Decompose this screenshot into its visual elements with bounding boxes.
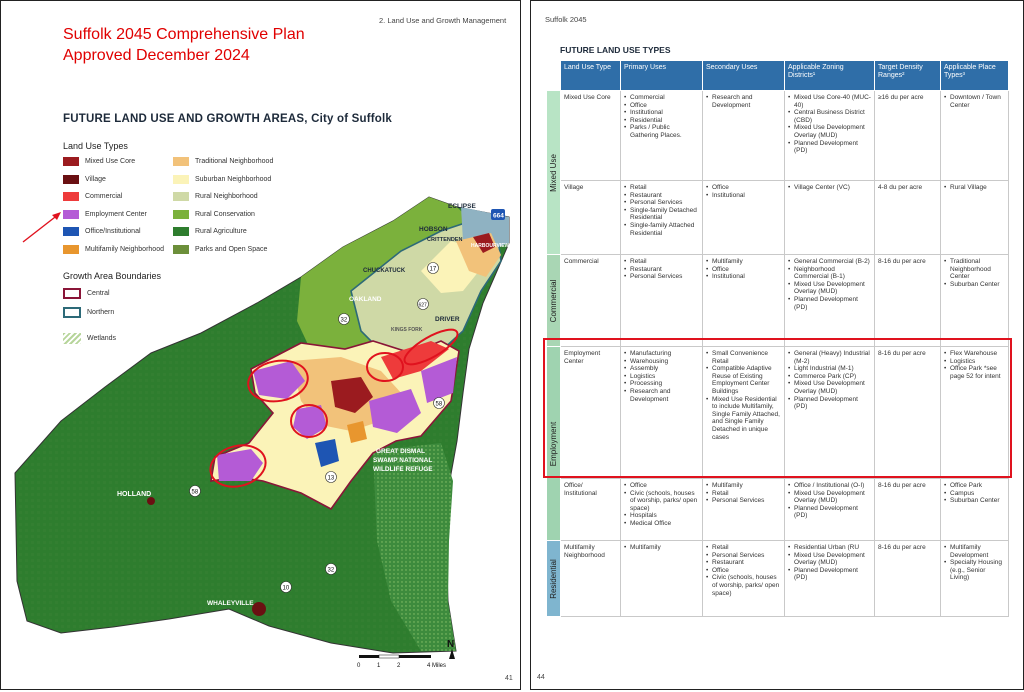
- bullet-item: • Multifamily Development: [950, 544, 1005, 559]
- bullet-item: • Medical Office: [630, 520, 699, 528]
- bullet-item: • General Commercial (B-2): [794, 258, 871, 266]
- scale-1: 1: [377, 663, 381, 669]
- whaleyville-village: [252, 602, 266, 616]
- bullet-list: [706, 184, 781, 199]
- cell-type: Office/ Institutional: [561, 479, 621, 541]
- bullet-list: [944, 184, 1005, 192]
- northern-label: Northern: [87, 309, 115, 316]
- route-17-label: 17: [429, 266, 437, 273]
- bullet-item: • Restaurant: [712, 559, 781, 567]
- cell-type: Mixed Use Core: [561, 91, 621, 181]
- bullet-list: [944, 94, 1005, 109]
- legend-label: Commercial: [85, 193, 123, 200]
- bullet-item: • Retail: [630, 258, 699, 266]
- legend-label: Traditional Neighborhood: [195, 158, 274, 165]
- bullet-item: • Residential Urban (RU: [794, 544, 871, 552]
- right-page-number: 44: [537, 674, 545, 681]
- cell-place: [941, 91, 1009, 181]
- band-commercial: [547, 255, 561, 347]
- col-header-type: Land Use Type: [561, 61, 621, 91]
- legend-item-mixed-use-core: [63, 157, 135, 166]
- north-arrow-label: N: [447, 639, 455, 650]
- cell-density: 8-16 du per acre: [875, 347, 941, 479]
- annotation-line-1: Suffolk 2045 Comprehensive Plan: [63, 26, 305, 43]
- cell-place: [941, 181, 1009, 255]
- cell-primary: [621, 255, 703, 347]
- central-label: Central: [87, 290, 110, 297]
- bullet-item: • Civic (schools, houses of worship, parks/ open space): [712, 574, 781, 597]
- legend-heading: Land Use Types: [63, 141, 128, 151]
- label-harbourview: HARBOURVIEW: [471, 243, 510, 249]
- cell-secondary: [703, 541, 785, 617]
- bullet-item: • Manufacturing: [630, 350, 699, 358]
- label-driver: DRIVER: [435, 316, 460, 323]
- bullet-item: • Processing: [630, 380, 699, 388]
- legend-label: Rural Agriculture: [195, 228, 247, 235]
- bullet-item: • Office Park: [950, 482, 1005, 490]
- document-header: Suffolk 2045: [545, 15, 587, 24]
- bullet-item: • Downtown / Town Center: [950, 94, 1005, 109]
- bullet-item: • Multifamily: [712, 258, 781, 266]
- legend-label: Village: [85, 175, 106, 183]
- bullet-list: [944, 482, 1005, 505]
- cell-density: 8-16 du per acre: [875, 541, 941, 617]
- cell-place: [941, 255, 1009, 347]
- bullet-item: • Multifamily: [712, 482, 781, 490]
- bullet-item: • Retail: [712, 490, 781, 498]
- bullet-item: • Single-family Attached Residential: [630, 222, 699, 237]
- bullet-item: • Planned Development (PD): [794, 140, 871, 155]
- legend-label: Rural Conservation: [195, 210, 255, 218]
- bullet-item: • Research and Development: [712, 94, 781, 109]
- chapter-header: 2. Land Use and Growth Management: [379, 16, 507, 25]
- bullet-item: • Multifamily: [630, 544, 699, 552]
- route-10-label: 10: [282, 585, 290, 592]
- cell-secondary: [703, 479, 785, 541]
- cell-primary: [621, 91, 703, 181]
- employment-highlight-box: [543, 338, 1012, 478]
- bullet-item: • Hospitals: [630, 512, 699, 520]
- bullet-item: • Institutional: [630, 109, 699, 117]
- cell-place: [941, 541, 1009, 617]
- bullet-item: • Commerce Park (CP): [794, 373, 871, 381]
- bullet-item: • Light Industrial (M-1): [794, 365, 871, 373]
- bullet-list: [624, 184, 699, 237]
- bullet-item: • Personal Services: [712, 552, 781, 560]
- bullet-item: • Flex Warehouse: [950, 350, 1005, 358]
- cell-zoning: [785, 181, 875, 255]
- bullet-item: • Personal Services: [630, 273, 699, 281]
- bullet-item: • Retail: [712, 544, 781, 552]
- cell-primary: [621, 479, 703, 541]
- table-row-commercial: [547, 255, 1009, 347]
- cell-zoning: [785, 479, 875, 541]
- cell-place: [941, 479, 1009, 541]
- bullet-list: [788, 94, 871, 155]
- bullet-item: • Traditional Neighborhood Center: [950, 258, 1005, 281]
- bullet-item: • Commercial: [630, 94, 699, 102]
- label-hobson: HOBSON: [419, 226, 448, 233]
- col-header-density: Target Density Ranges²: [875, 61, 941, 91]
- bullet-item: • Suburban Center: [950, 497, 1005, 505]
- label-holland: HOLLAND: [117, 491, 152, 498]
- left-page-number: 41: [505, 675, 513, 682]
- scale-4: 4 Miles: [427, 663, 447, 669]
- bullet-item: • Office: [712, 567, 781, 575]
- bullet-item: • Logistics: [950, 358, 1005, 366]
- bullet-list: [706, 482, 781, 505]
- band-header-spacer: [547, 61, 561, 91]
- bullet-item: • Personal Services: [630, 199, 699, 207]
- cell-zoning: [785, 255, 875, 347]
- cell-zoning: [785, 91, 875, 181]
- wetlands-label: Wetlands: [87, 335, 117, 342]
- col-header-primary: Primary Uses: [621, 61, 703, 91]
- cell-type: Village: [561, 181, 621, 255]
- cell-zoning: [785, 541, 875, 617]
- bullet-item: • Mixed Use Residential to include Multifamily, Single Family Attached, and Single Family Detached in unique cases: [712, 396, 781, 442]
- col-header-zoning: Applicable Zoning Districts¹: [785, 61, 875, 91]
- growth-heading: Growth Area Boundaries: [63, 271, 162, 281]
- bullet-item: • Suburban Center: [950, 281, 1005, 289]
- route-664-label: 664: [493, 212, 504, 220]
- legend-label: Parks and Open Space: [195, 245, 268, 253]
- bullet-item: • Restaurant: [630, 192, 699, 200]
- bullet-item: • Mixed Use Development Overlay (MUD): [794, 124, 871, 139]
- bullet-item: • Mixed Use Development Overlay (MUD): [794, 281, 871, 296]
- bullet-item: • Planned Development (PD): [794, 296, 871, 311]
- bullet-item: • Campus: [950, 490, 1005, 498]
- bullet-item: • Warehousing: [630, 358, 699, 366]
- label-swamp-2: SWAMP NATIONAL: [373, 457, 433, 464]
- table-row-multifamily: [547, 541, 1009, 617]
- band-residential-label: Residential: [548, 558, 558, 599]
- bullet-item: • Office Park *see page 52 for intent: [950, 365, 1005, 380]
- bullet-item: • Office: [712, 266, 781, 274]
- bullet-item: • Office: [630, 102, 699, 110]
- bullet-item: • Residential: [630, 117, 699, 125]
- legend-label: Multifamily Neighborhood: [85, 245, 164, 253]
- bullet-item: • Single-family Detached Residential: [630, 207, 699, 222]
- cell-secondary: [703, 181, 785, 255]
- band-mixed-use-label: Mixed Use: [548, 153, 558, 192]
- bullet-item: • Village Center (VC): [794, 184, 871, 192]
- bullet-item: • Mixed Use Development Overlay (MUD): [794, 552, 871, 567]
- bullet-item: • Small Convenience Retail: [712, 350, 781, 365]
- table-header-row: [547, 61, 1009, 91]
- bullet-item: • Office: [712, 184, 781, 192]
- label-chuckatuck: CHUCKATUCK: [363, 268, 406, 274]
- bullet-item: • Assembly: [630, 365, 699, 373]
- scale-bar: [357, 655, 446, 669]
- legend-label: Rural Neighborhood: [195, 193, 258, 200]
- legend-swatch: [173, 157, 189, 166]
- legend-label: Employment Center: [85, 210, 147, 218]
- bullet-item: • Compatible Adaptive Reuse of Existing Employment Center Buildings: [712, 365, 781, 395]
- bullet-item: • General (Heavy) Industrial (M-2): [794, 350, 871, 365]
- cell-density: 8-16 du per acre: [875, 479, 941, 541]
- label-swamp-1: GREAT DISMAL: [376, 448, 425, 455]
- bullet-item: • Personal Services: [712, 497, 781, 505]
- route-32-label-north: 32: [340, 317, 348, 324]
- cell-primary: [621, 181, 703, 255]
- cell-primary: [621, 541, 703, 617]
- bullet-item: • Rural Village: [950, 184, 1005, 192]
- bullet-item: • Institutional: [712, 273, 781, 281]
- future-land-use-map: [1, 181, 522, 671]
- bullet-list: [624, 482, 699, 528]
- bullet-item: • Planned Development (PD): [794, 396, 871, 411]
- label-oakland: OAKLAND: [349, 296, 382, 303]
- route-58-label-west: 58: [191, 489, 199, 496]
- bullet-list: [706, 258, 781, 281]
- bullet-item: • Specialty Housing (e.g., Senior Living): [950, 559, 1005, 582]
- bullet-item: • Mixed Use Core-40 (MUC-40): [794, 94, 871, 109]
- cell-type: Multifamily Neighborhood: [561, 541, 621, 617]
- bullet-item: • Institutional: [712, 192, 781, 200]
- bullet-list: [944, 544, 1005, 582]
- bullet-item: • Planned Development (PD): [794, 567, 871, 582]
- cell-density: 8-16 du per acre: [875, 255, 941, 347]
- bullet-list: [624, 94, 699, 140]
- label-whaleyville: WHALEYVILLE: [207, 600, 254, 607]
- bullet-list: [788, 482, 871, 520]
- bullet-list: [944, 258, 1005, 288]
- bullet-item: • Mixed Use Development Overlay (MUD): [794, 380, 871, 395]
- cell-type: Employment Center: [561, 347, 621, 479]
- legend-label: Suburban Neighborhood: [195, 175, 272, 183]
- table-row-mixed-use-core: [547, 91, 1009, 181]
- bullet-list: [788, 544, 871, 582]
- map-title: FUTURE LAND USE AND GROWTH AREAS, City of Suffolk: [63, 113, 393, 125]
- col-header-place: Applicable Place Types³: [941, 61, 1009, 91]
- col-header-secondary: Secondary Uses: [703, 61, 785, 91]
- route-627-label: 627: [418, 302, 427, 309]
- bullet-item: • Central Business District (CBD): [794, 109, 871, 124]
- bullet-item: • Civic (schools, houses of worship, parks/ open space): [630, 490, 699, 513]
- cell-density: ≥16 du per acre: [875, 91, 941, 181]
- band-employment-label: Employment: [548, 421, 558, 466]
- scale-0: 0: [357, 663, 361, 669]
- bullet-item: • Planned Development (PD): [794, 505, 871, 520]
- cell-secondary: [703, 91, 785, 181]
- label-swamp-3: WILDLIFE REFUGE: [373, 466, 433, 473]
- table-title: FUTURE LAND USE TYPES: [560, 45, 671, 55]
- table-row-village: [547, 181, 1009, 255]
- bullet-item: • Office / Institutional (O-I): [794, 482, 871, 490]
- legend-label: Office/Institutional: [85, 228, 141, 235]
- bullet-item: • Mixed Use Development Overlay (MUD): [794, 490, 871, 505]
- bullet-item: • Neighborhood Commercial (B-1): [794, 266, 871, 281]
- bullet-list: [788, 184, 871, 192]
- holland-village: [147, 497, 155, 505]
- label-eclipse: ECLIPSE: [448, 203, 476, 210]
- label-crittenden: CRITTENDEN: [427, 237, 463, 243]
- band-mixed-use: [547, 91, 561, 255]
- cell-density: 4-8 du per acre: [875, 181, 941, 255]
- bullet-list: [706, 94, 781, 109]
- bullet-item: • Office: [630, 482, 699, 490]
- bullet-list: [788, 258, 871, 311]
- cell-secondary: [703, 255, 785, 347]
- route-58-label-east: 58: [435, 401, 443, 408]
- bullet-item: • Retail: [630, 184, 699, 192]
- table-row-office-institutional: [547, 479, 1009, 541]
- bullet-list: [706, 544, 781, 597]
- legend-swatch: [63, 157, 79, 166]
- bullet-item: • Parks / Public Gathering Places.: [630, 124, 699, 139]
- bullet-item: • Restaurant: [630, 266, 699, 274]
- route-32-label-south: 32: [327, 567, 335, 574]
- bullet-item: • Research and Development: [630, 388, 699, 403]
- cell-type: Commercial: [561, 255, 621, 347]
- route-13-label: 13: [327, 475, 335, 482]
- label-kings-fork: KINGS FORK: [391, 327, 423, 333]
- legend-item-traditional-neighborhood: [173, 157, 273, 166]
- bullet-list: [624, 258, 699, 281]
- bullet-item: • Logistics: [630, 373, 699, 381]
- band-residential: [547, 541, 561, 617]
- scale-2: 2: [397, 663, 401, 669]
- legend-label: Mixed Use Core: [85, 158, 136, 165]
- bullet-list: [624, 544, 699, 552]
- annotation-line-2: Approved December 2024: [63, 47, 250, 64]
- band-commercial-label: Commercial: [548, 279, 558, 322]
